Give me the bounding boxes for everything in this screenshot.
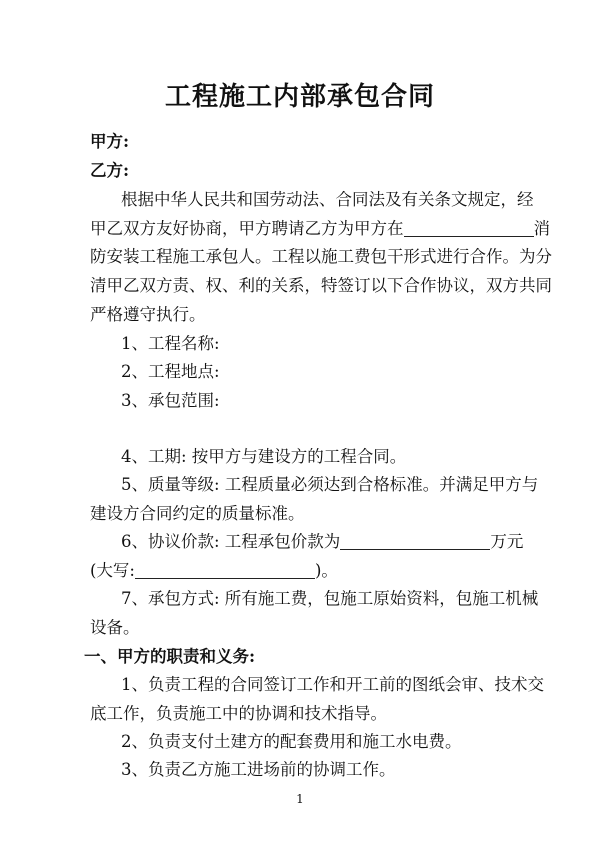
item-method-line-2: 设备。 (90, 618, 140, 637)
item-quality-line-1: 5、质量等级: 工程质量必须达到合格标准。并满足甲方与 (121, 475, 539, 494)
item-contract-scope: 3、承包范围: (121, 391, 220, 410)
price-blank (340, 531, 490, 550)
item-project-location: 2、工程地点: (121, 362, 220, 381)
item-price-capital-end: )。 (315, 561, 338, 580)
item-duration: 4、工期: 按甲方与建设方的工程合同。 (121, 447, 407, 466)
page-number: 1 (296, 792, 304, 806)
section-1-heading: 一、甲方的职责和义务: (84, 647, 256, 666)
location-blank (404, 218, 534, 237)
duty-2: 2、负责支付土建方的配套费用和施工水电费。 (121, 732, 462, 751)
party-b-label: 乙方: (90, 161, 130, 180)
intro-line-2 (90, 215, 550, 239)
duty-1-line-2: 底工作，负责施工中的协调和技术指导。 (90, 704, 387, 723)
item-price-label: 6、协议价款: 工程承包价款为 (121, 532, 341, 551)
capital-amount-blank (135, 560, 315, 579)
item-price-capital-label: (大写: (90, 561, 135, 580)
item-price-unit: 万元 (490, 532, 524, 551)
document-title: 工程施工内部承包合同 (164, 82, 435, 112)
intro-line-1: 根据中华人民共和国劳动法、合同法及有关条文规定，经 (121, 190, 534, 209)
item-project-name: 1、工程名称: (121, 334, 220, 353)
intro-line-4: 清甲乙双方责、权、利的关系，特签订以下合作协议，双方共同 (90, 276, 552, 295)
intro-line-5: 严格遵守执行。 (90, 305, 206, 324)
item-quality-line-2: 建设方合同约定的质量标准。 (90, 504, 305, 523)
item-price-line-1 (121, 528, 523, 552)
duty-1-line-1: 1、负责工程的合同签订工作和开工前的图纸会审、技术交 (121, 675, 544, 694)
intro-line-2-end: 消 (533, 219, 550, 238)
intro-line-3: 防安装工程施工承包人。工程以施工费包干形式进行合作。为分 (90, 247, 552, 266)
item-price-line-2 (90, 557, 338, 581)
intro-line-2-text: 甲乙双方友好协商，甲方聘请乙方为甲方在 (90, 219, 404, 238)
item-method-line-1: 7、承包方式: 所有施工费，包施工原始资料，包施工机械 (121, 589, 539, 608)
duty-3: 3、负责乙方施工进场前的协调工作。 (121, 760, 396, 779)
party-a-label: 甲方: (90, 132, 130, 151)
